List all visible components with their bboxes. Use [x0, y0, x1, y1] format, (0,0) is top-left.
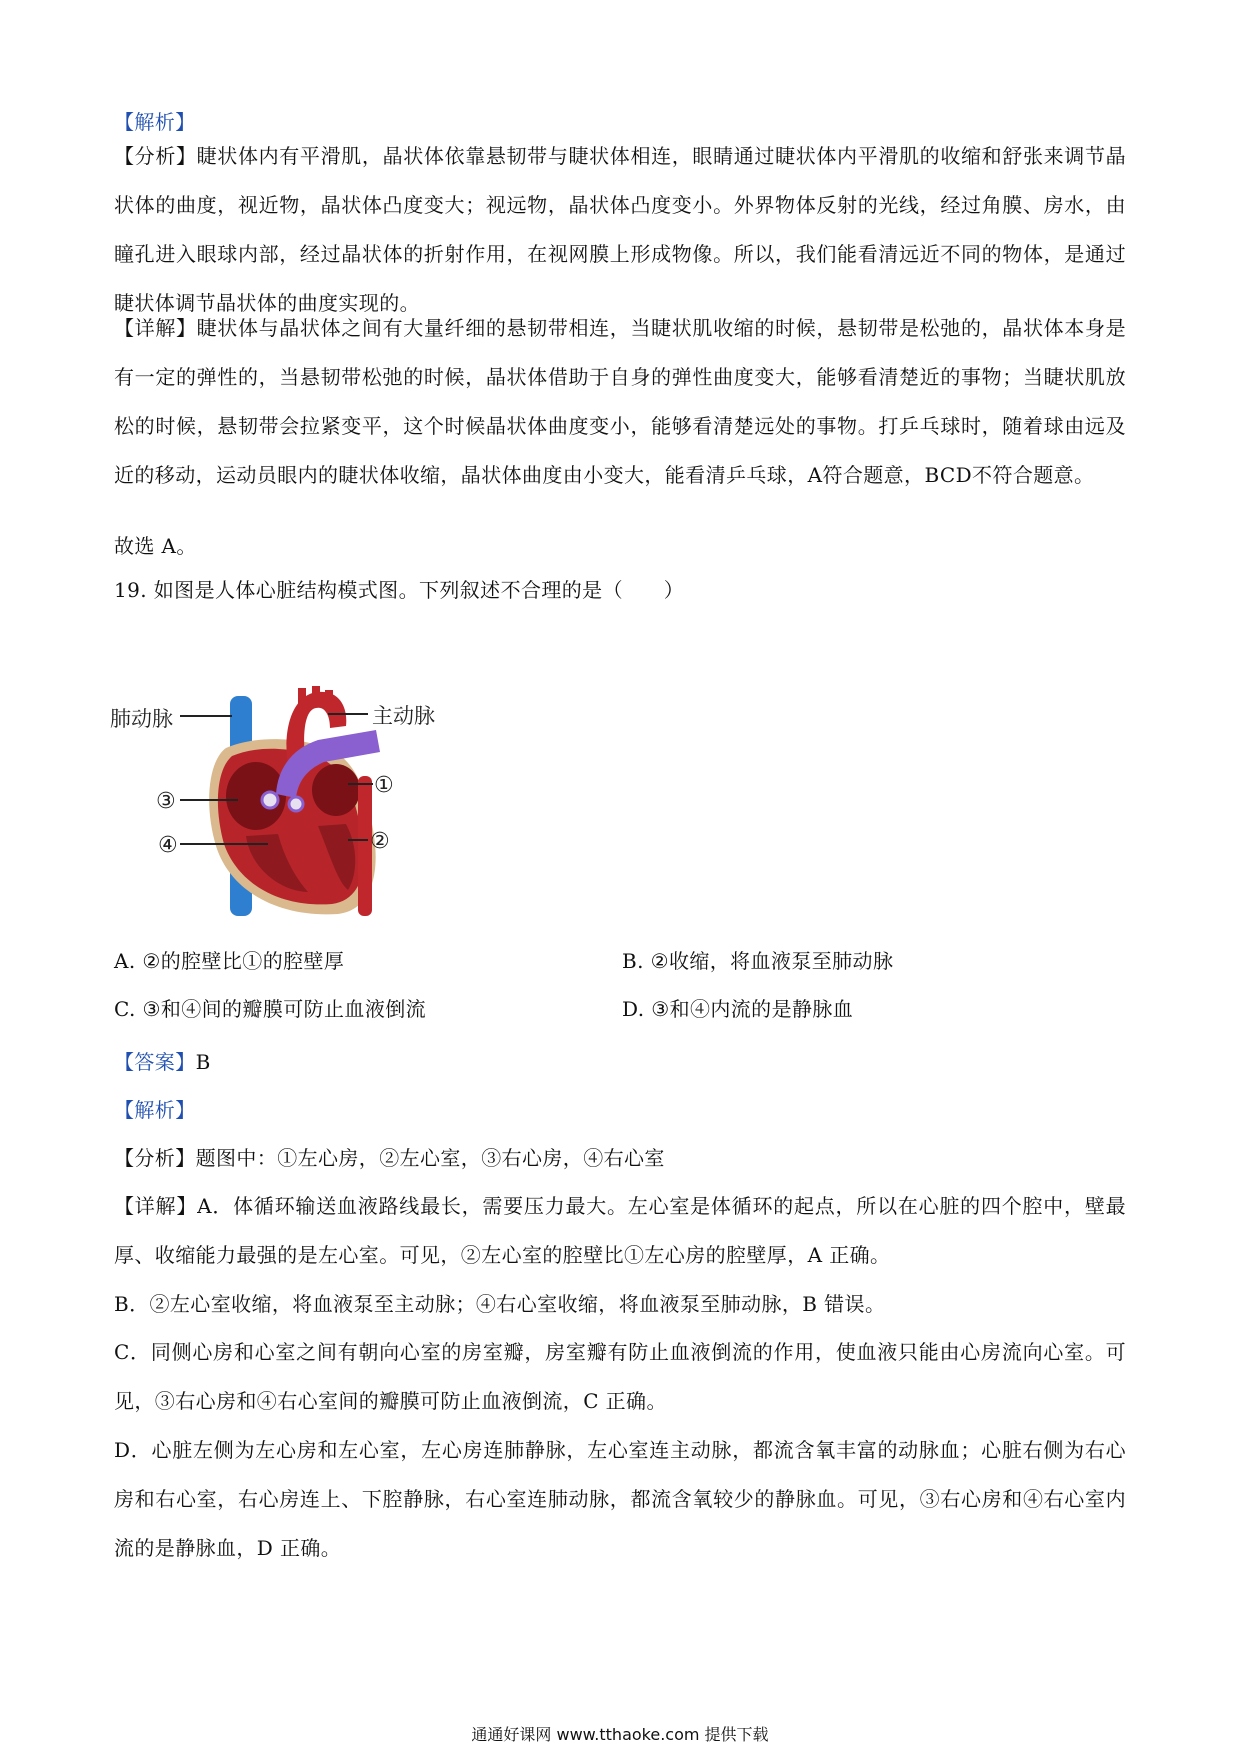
detail-text-a: A．体循环输送血液路线最长，需要压力最大。左心室是体循环的起点，所以在心脏的四个腔中，壁最厚、收缩能力最强的是左心室。可见，②左心室的腔壁比①左心房的腔壁厚，A 正确。 [114, 1194, 1126, 1267]
option-c: C. ③和④间的瓣膜可防止血液倒流 [114, 997, 427, 1021]
left-atrium-shape [312, 764, 360, 816]
answer-line [114, 1038, 1126, 1087]
analysis-text: 睫状体内有平滑肌，晶状体依靠悬韧带与睫状体相连，眼睛通过睫状体内平滑肌的收缩和舒张来调节晶状体的曲度，视近物，晶状体凸度变大；视远物，晶状体凸度变小。外界物体反射的光线，经过角膜、房水，由瞳孔进入眼球内部，经过晶状体的折射作用，在视网膜上形成物像。所以，我们能看清远近不同的物体，是通过睫状体调节晶状体的曲度实现的。 [114, 144, 1126, 315]
detail-paragraph [114, 304, 1126, 500]
valve-shape [262, 792, 278, 808]
detail-text: 睫状体与晶状体之间有大量纤细的悬韧带相连，当睫状肌收缩的时候，悬韧带是松弛的，晶状体本身是有一定的弹性的，当悬韧带松弛的时候，晶状体借助于自身的弹性曲度变大，能够看清楚近的事物；当睫状肌放松的时候，悬韧带会拉紧变平，这个时候晶状体曲度变小，能够看清楚远处的事物。打乒乓球时，随着球由远及近的移动，运动员眼内的睫状体收缩，晶状体曲度由小变大，能看清乒乓球，A符合题意，BCD不符合题意。 [114, 316, 1126, 487]
label-pulmonary-artery: 肺动脉 [110, 707, 173, 731]
option-b: B. ②收缩，将血液泵至肺动脉 [622, 949, 894, 973]
tag-jiexi-2: 【解析】 [114, 1098, 196, 1122]
label-aorta: 主动脉 [372, 704, 435, 728]
detail-paragraph-b: B．②左心室收缩，将血液泵至主动脉；④右心室收缩，将血液泵至肺动脉，B 错误。 [114, 1292, 886, 1316]
label-3: ③ [156, 789, 176, 814]
label-1: ① [374, 773, 394, 798]
conclusion: 故选 A。 [114, 534, 197, 558]
detail-paragraph-c: C．同侧心房和心室之间有朝向心室的房室瓣，房室瓣有防止血液倒流的作用，使血液只能由心房流向心室。可见，③右心房和④右心室间的瓣膜可防止血液倒流，C 正确。 [114, 1340, 1126, 1413]
heart-diagram [110, 686, 498, 926]
label-4: ④ [158, 833, 178, 858]
detail-paragraph-a [114, 1182, 1126, 1280]
tag-jiexi: 【解析】 [114, 110, 196, 134]
analysis-paragraph [114, 132, 1126, 328]
question-stem: 19. 如图是人体心脏结构模式图。下列叙述不合理的是（ ） [114, 578, 685, 602]
analysis-paragraph-2 [114, 1134, 1126, 1183]
tag-xiangjie-2: 【详解】 [114, 1194, 198, 1218]
tag-xiangjie: 【详解】 [114, 316, 197, 340]
answer-value: B [195, 1050, 211, 1074]
tag-fenxi: 【分析】 [114, 144, 197, 168]
detail-paragraph-d: D．心脏左侧为左心房和左心室，左心房连肺静脉，左心室连主动脉，都流含氧丰富的动脉血；心脏右侧为右心房和右心室，右心房连上、下腔静脉，右心室连肺动脉，都流含氧较少的静脉血。可见，③右心房和④右心室内流的是静脉血，D 正确。 [114, 1438, 1126, 1560]
option-d: D. ③和④内流的是静脉血 [622, 997, 854, 1021]
page-footer: 通通好课网 www.tthaoke.com 提供下载 [471, 1725, 769, 1744]
tag-fenxi-2: 【分析】 [114, 1146, 196, 1170]
analysis-text-2: 题图中：①左心房，②左心室，③右心房，④右心室 [195, 1146, 665, 1170]
label-2: ② [370, 829, 390, 854]
section-tag-analysis-2 [114, 1086, 1126, 1135]
option-a: A. ②的腔壁比①的腔壁厚 [114, 949, 345, 973]
tag-answer: 【答案】 [114, 1050, 196, 1074]
